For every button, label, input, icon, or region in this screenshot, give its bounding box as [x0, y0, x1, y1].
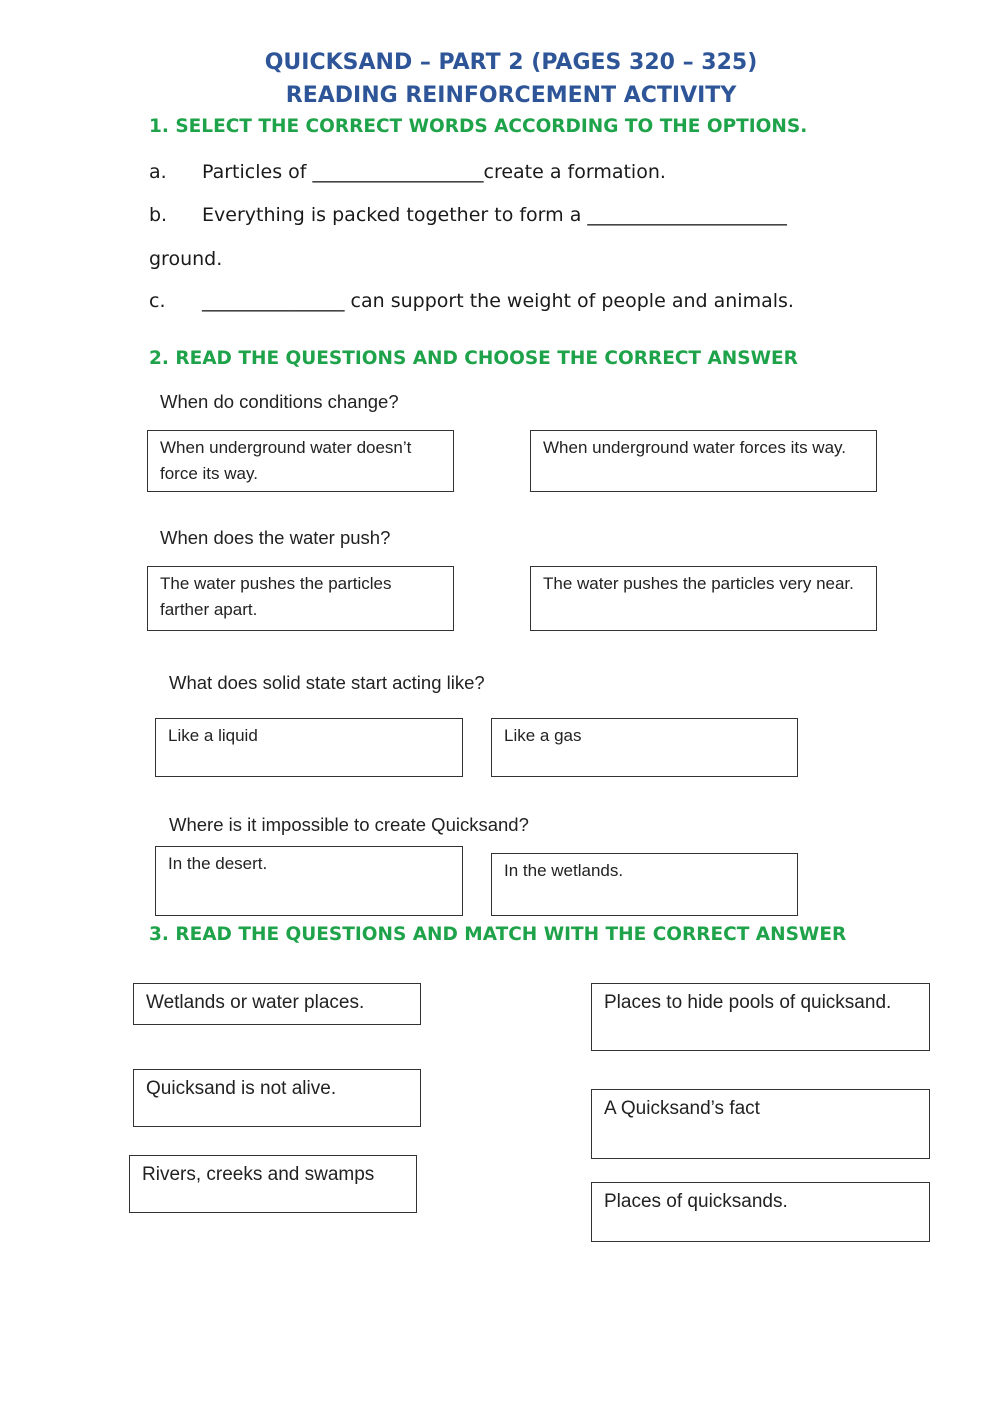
answer-option[interactable]: Like a gas	[491, 718, 798, 777]
answer-option[interactable]: In the wetlands.	[491, 853, 798, 916]
item-marker: a.	[149, 161, 167, 183]
answer-option[interactable]: When underground water doesn’t force its way.	[147, 430, 454, 492]
match-right-item[interactable]: Places of quicksands.	[591, 1182, 930, 1242]
question-4: Where is it impossible to create Quicksand?	[169, 814, 529, 835]
answer-option[interactable]: When underground water forces its way.	[530, 430, 877, 492]
section-3-heading: 3. READ THE QUESTIONS AND MATCH WITH THE CORRECT ANSWER	[149, 924, 847, 945]
item-text: Everything is packed together to form a _____________________	[202, 204, 787, 226]
answer-option[interactable]: The water pushes the particles farther apart.	[147, 566, 454, 631]
match-left-item[interactable]: Quicksand is not alive.	[133, 1069, 421, 1127]
item-marker: c.	[149, 290, 166, 312]
answer-option[interactable]: Like a liquid	[155, 718, 463, 777]
section-1-heading: 1. SELECT THE CORRECT WORDS ACCORDING TO THE OPTIONS.	[149, 116, 808, 137]
item-marker: b.	[149, 204, 168, 226]
match-left-item[interactable]: Wetlands or water places.	[133, 983, 421, 1025]
question-1: When do conditions change?	[160, 391, 399, 412]
section-2-heading: 2. READ THE QUESTIONS AND CHOOSE THE CORRECT ANSWER	[149, 348, 798, 369]
page-title: QUICKSAND – PART 2 (PAGES 320 – 325)	[264, 50, 758, 75]
match-right-item[interactable]: Places to hide pools of quicksand.	[591, 983, 930, 1051]
item-text: _______________ can support the weight of people and animals.	[202, 290, 794, 312]
fill-blank-item-b	[149, 204, 787, 226]
question-3: What does solid state start acting like?	[169, 672, 485, 693]
fill-blank-item-b-continuation: ground.	[149, 248, 223, 270]
answer-option[interactable]: The water pushes the particles very near.	[530, 566, 877, 631]
answer-option[interactable]: In the desert.	[155, 846, 463, 916]
question-2: When does the water push?	[160, 527, 391, 548]
match-left-item[interactable]: Rivers, creeks and swamps	[129, 1155, 417, 1213]
page-subtitle: READING REINFORCEMENT ACTIVITY	[285, 83, 737, 108]
item-text: Particles of __________________create a formation.	[202, 161, 666, 183]
match-right-item[interactable]: A Quicksand’s fact	[591, 1089, 930, 1159]
fill-blank-item-c	[149, 290, 794, 312]
fill-blank-item-a	[149, 161, 666, 183]
